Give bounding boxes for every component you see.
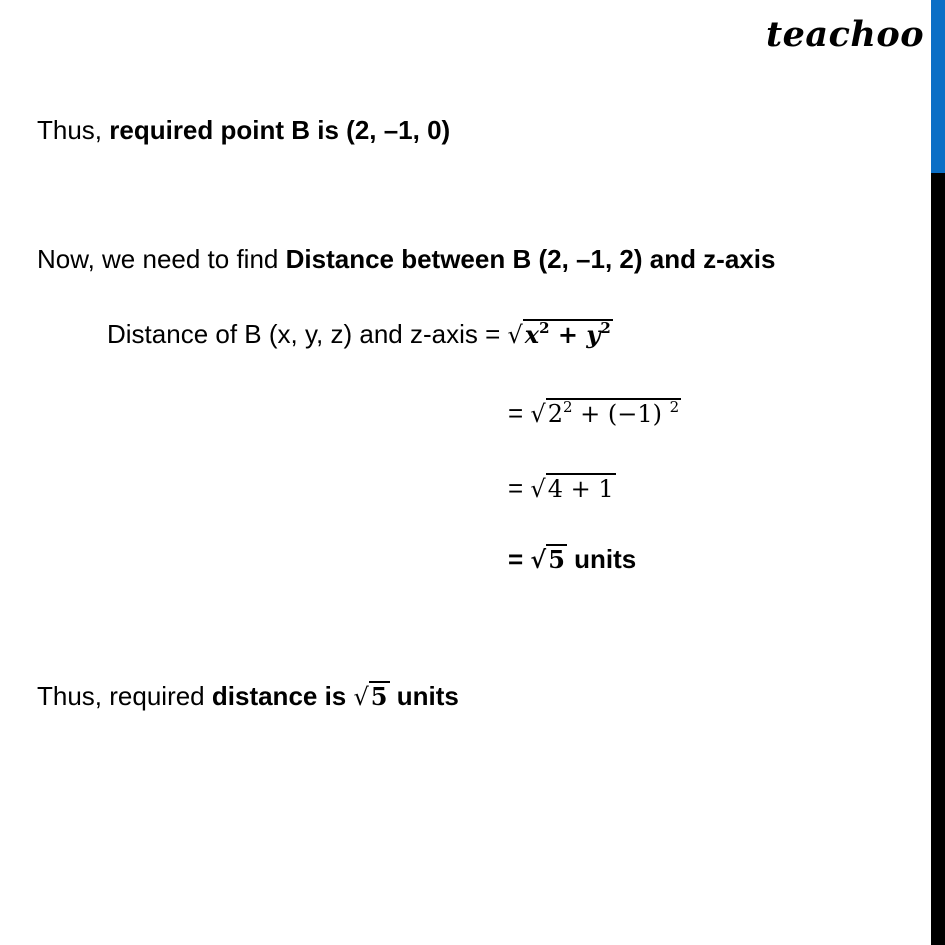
substitution-step: = $√2^2 + (-1)$ $^2$ — [508, 398, 680, 428]
result-step: = √5 units — [508, 544, 637, 574]
distance-formula-line: Distance of B (x, y, z) and z-axis = $√x^2 + y^2$ — [107, 319, 611, 349]
find-distance-statement: Now, we need to find Distance between B (2, –1, 2) and z-axis — [37, 244, 776, 274]
radical-sign-icon: √ — [530, 400, 546, 428]
radical-sign-icon: √ — [530, 545, 547, 574]
final-conclusion: Thus, required distance is √5 units — [37, 681, 459, 711]
conclusion-point-b: Thus, required point B is (2, –1, 0) — [37, 115, 451, 145]
radical-sign-icon: √ — [530, 475, 546, 503]
radical-sign-icon: √ — [353, 683, 369, 711]
sqrt-formula: $√x^2 + y^2$ — [507, 319, 611, 349]
radical-sign-icon: √ — [507, 321, 523, 349]
simplification-step: = √4 + 1 — [508, 473, 614, 503]
teachoo-logo: teachoo — [766, 14, 925, 55]
scrollbar[interactable] — [931, 0, 945, 945]
scrollbar-thumb[interactable] — [931, 0, 945, 173]
